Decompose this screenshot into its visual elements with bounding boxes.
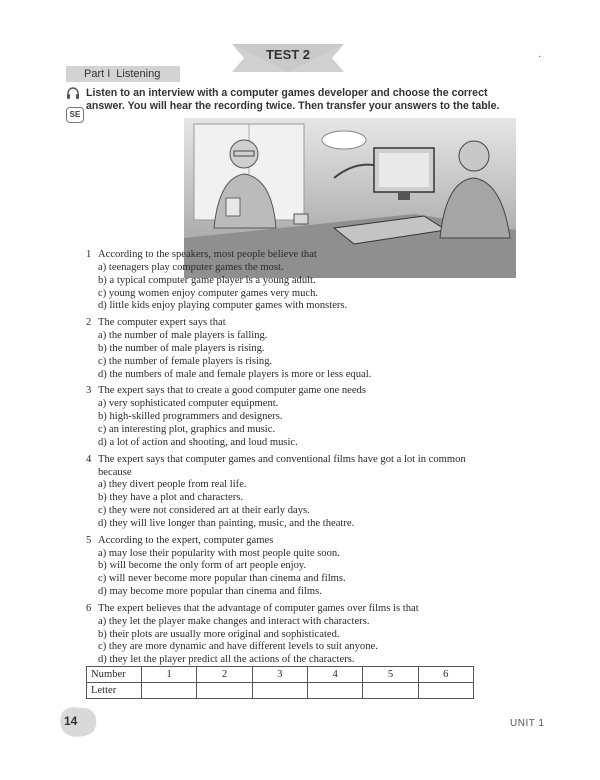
option-a: a) they let the player make changes and interact with characters. — [98, 615, 370, 627]
letter-answer-cell[interactable] — [307, 683, 362, 699]
test-title: TEST 2 — [265, 47, 311, 62]
row-label-number: Number — [87, 667, 142, 683]
option-a: a) teenagers play computer games the most. — [98, 261, 284, 273]
unit-label: UNIT 1 — [510, 718, 545, 729]
number-cell: 5 — [363, 667, 418, 683]
option-a: a) they divert people from real life. — [98, 479, 247, 491]
letter-answer-cell[interactable] — [418, 683, 473, 699]
headphones-icon — [66, 86, 80, 100]
number-cell: 2 — [197, 667, 252, 683]
question-5 — [86, 535, 486, 599]
option-d: d) they will live longer than painting, music, and the theatre. — [98, 517, 355, 529]
letter-answer-cell[interactable] — [252, 683, 307, 699]
question-stem: The expert says that computer games and conventional films have got a lot in common because — [98, 453, 466, 478]
question-stem: According to the expert, computer games — [98, 534, 274, 546]
question-stem: The computer expert says that — [98, 317, 226, 329]
option-c: c) the number of female players is rising. — [98, 355, 273, 367]
question-1 — [86, 249, 486, 313]
question-list — [86, 249, 486, 671]
question-stem: The expert says that to create a good computer game one needs — [98, 385, 366, 397]
number-cell: 3 — [252, 667, 307, 683]
option-c: c) will never become more popular than cinema and films. — [98, 573, 346, 585]
option-d: d) a lot of action and shooting, and loud music. — [98, 436, 298, 448]
number-cell: 1 — [142, 667, 197, 683]
letter-answer-cell[interactable] — [363, 683, 418, 699]
option-b: b) high-skilled programmers and designers. — [98, 411, 283, 423]
question-number: 1 — [86, 249, 92, 260]
question-stem: According to the speakers, most people believe that — [98, 249, 317, 260]
letter-answer-cell[interactable] — [142, 683, 197, 699]
option-d: d) may become more popular than cinema and films. — [98, 586, 322, 598]
page-number: 14 — [64, 714, 78, 728]
option-a: a) the number of male players is falling. — [98, 330, 268, 342]
part-heading — [66, 66, 180, 82]
option-c: c) an interesting plot, graphics and music. — [98, 423, 276, 435]
option-a: a) very sophisticated computer equipment. — [98, 398, 279, 410]
part-name: Listening — [116, 68, 161, 80]
letter-row — [87, 683, 474, 699]
answer-table — [86, 666, 474, 699]
question-4 — [86, 454, 486, 531]
option-d: d) they let the player predict all the actions of the characters. — [98, 654, 355, 666]
option-a: a) may lose their popularity with most people quite soon. — [98, 547, 340, 559]
test-banner — [232, 44, 344, 72]
instructions-text: Listen to an interview with a computer games developer and choose the correct answer. You will hear the recording twice. Then transfer your answers to the table. — [86, 87, 500, 112]
number-cell: 6 — [418, 667, 473, 683]
option-d: d) the numbers of male and female players is more or less equal. — [98, 368, 372, 380]
question-number: 4 — [86, 453, 92, 465]
option-c: c) they were not considered art at their early days. — [98, 505, 310, 517]
instruction-icons — [66, 86, 84, 123]
corner-mark: · — [538, 52, 542, 63]
question-stem: The expert believes that the advantage of computer games over films is that — [98, 602, 419, 614]
se-icon: SE — [66, 107, 84, 123]
question-number: 3 — [86, 385, 92, 397]
question-number: 2 — [86, 317, 92, 329]
letter-answer-cell[interactable] — [197, 683, 252, 699]
question-2 — [86, 317, 486, 381]
row-label-letter: Letter — [87, 683, 142, 699]
option-b: b) will become the only form of art people enjoy. — [98, 560, 307, 572]
question-3 — [86, 385, 486, 449]
option-b: b) a typical computer game player is a young adult. — [98, 274, 316, 286]
option-b: b) they have a plot and characters. — [98, 492, 244, 504]
option-c: c) they are more dynamic and have different levels to suit anyone. — [98, 641, 378, 653]
number-row — [87, 667, 474, 683]
part-number: Part I — [84, 68, 111, 80]
question-6 — [86, 603, 486, 667]
option-b: b) their plots are usually more original and sophisticated. — [98, 628, 340, 640]
number-cell: 4 — [307, 667, 362, 683]
option-d: d) little kids enjoy playing computer games with monsters. — [98, 300, 348, 312]
question-number: 6 — [86, 602, 92, 614]
option-b: b) the number of male players is rising. — [98, 342, 265, 354]
option-c: c) young women enjoy computer games very much. — [98, 287, 319, 299]
question-number: 5 — [86, 534, 92, 546]
